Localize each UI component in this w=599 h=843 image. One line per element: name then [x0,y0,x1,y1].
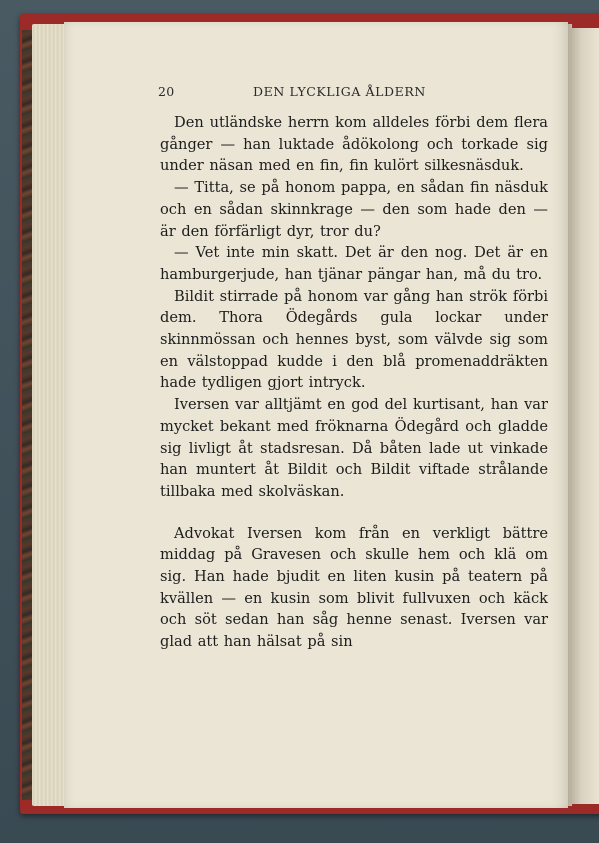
paragraph: Bildit stirrade på honom var gång han strök förbi dem. Thora Ödegårds gula lockar under skinnmössan och hennes byst, som välvde sig som en välstoppad kudde i den blå promenaddräkten hade tydligen gjort intryck. [160,287,548,392]
running-title: DEN LYCKLIGA ÅLDERN [253,84,426,99]
body-text [160,112,548,653]
book-page [64,22,568,808]
paragraph: Advokat Iversen kom från en verkligt bättre middag på Gravesen och skulle hem och klä om sig. Han hade bjudit en liten kusin på teatern på kvällen — en kusin som blivit fullvuxen och käck och söt sedan han såg henne senast. Iversen var glad att han hälsat på sin [160,524,548,651]
paragraph: — Titta, se på honom pappa, en sådan fin näsduk och en sådan skinnkrage — den som hade den — är den förfärligt dyr, tror du? [160,179,548,240]
paragraph: — Vet inte min skatt. Det är den nog. Det är en hamburgerjude, han tjänar pängar han, må du tro. [160,244,548,283]
page-number: 20 [158,84,175,99]
right-page-edges [570,28,599,804]
marbled-endpaper [22,30,32,800]
paragraph: Iversen var alltjämt en god del kurtisant, han var mycket bekant med fröknarna Ödegård och gladde sig livligt åt stadsresan. Då båten lade ut vinkade han muntert åt Bildit och Bildit viftade strålande tillbaka med skolväskan. [160,396,548,500]
paragraph: Den utländske herrn kom alldeles förbi dem flera gånger — han luktade ådökolong och torkade sig under näsan med en fin, fin kulört silkesnäsduk. [160,114,548,175]
